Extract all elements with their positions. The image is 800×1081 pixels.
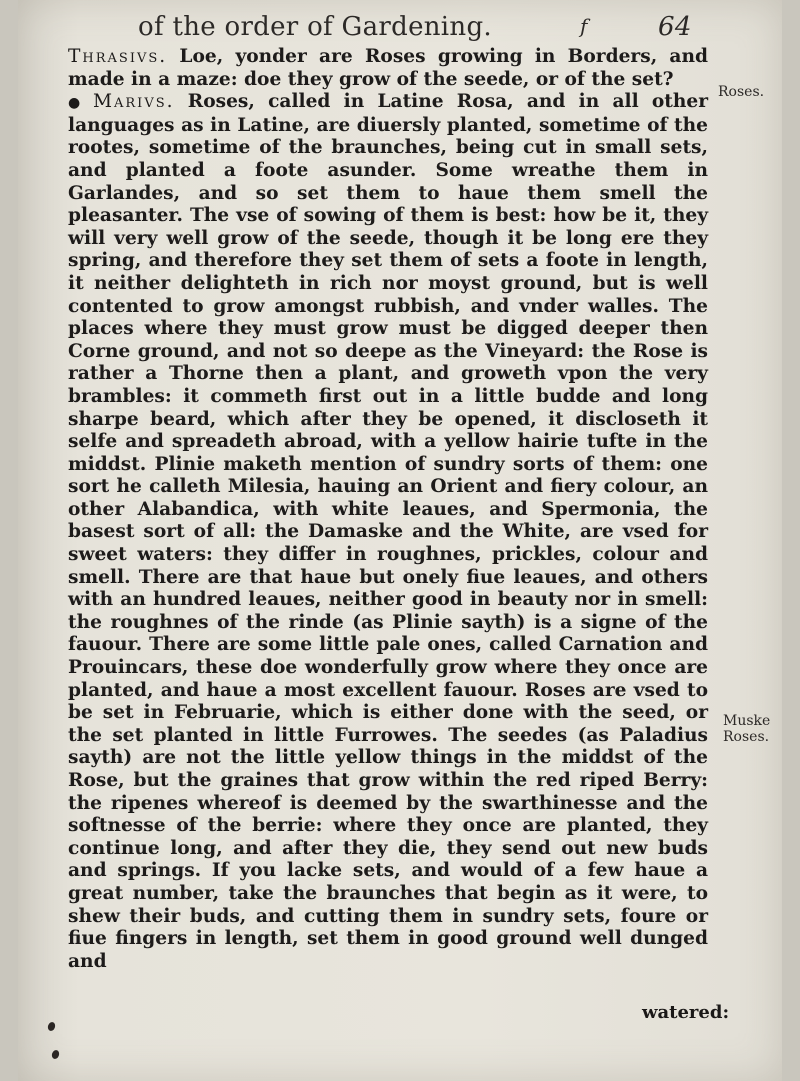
margin-note-muske-roses: Muske Roses. [723,713,771,745]
catchword: watered: [642,1002,730,1023]
main-text [68,46,715,973]
paragraph-text: Roses, called in Latine Rosa, and in all other languages as in Latine, are diuersly planted, sometime of the rootes, sometime of the braunches, being cut in small sets, and planted a foote asunder. Some wreathe them in Garlandes, and so set them to haue them smell the pleasanter. The vse of sowing of them is best: how be it, they will very well grow of the seede, though it be long ere they spring, and therefore they set them of sets a foote in length, it neither delighteth in rich nor moyst ground, but is well contented to grow amongst rubbish, and vnder walles. The places where they must grow must be digged deeper then Corne ground, and not so deepe as the Vineyard: the Rose is rather a Thorne then a plant, and groweth vpon the very brambles: it commeth first out in a little budde and long sharpe beard, which after they be opened, it discloseth it selfe and spreadeth abroad, with a yellow hairie tufte in the middst. Plinie maketh mention of sundry sorts of them: one sort he calleth Milesia, hauing an Orient and fiery colour, an other Alabandica, with white leaues, and Spermonia, the basest sort of all: the Damaske and the White, are vsed for sweet waters: they differ in roughnes, prickles, colour and smell. There are that haue but onely fiue leaues, and others with an hundred leaues, neither good in beauty nor in smell: the roughnes of the rinde (as Plinie sayth) is a signe of the fauour. There are some little pale ones, called Carnation and Prouincars, these doe wonderfully grow where they once are planted, and haue a most excellent fauour. Roses are vsed to be set in Februarie, which is either done with the seed, or the set planted in little Furrowes. The seedes (as Paladius sayth) are not the little yellow things in the middst of the Rose, but the graines that grow within the red riped Berry: the ripenes whereof is deemed by the swarthinesse and the softnesse of the berrie: where they once are planted, they continue long, and after they die, they send out new buds and springs. If you lacke sets, and would of a few haue a great number, take the braunches that begin as it were, to shew their buds, and cutting them in sundry sets, foure or fiue fingers in length, set them in good ground well dunged and [68,91,715,972]
speaker-name: Marivs. [92,91,175,113]
book-page [18,0,782,1081]
page-number: 64 [658,12,692,42]
paragraph-thrasius [68,46,715,91]
ink-blot [47,1021,57,1032]
margin-note-roses: Roses. [718,84,765,100]
running-head [138,10,738,46]
running-head-mark: f [580,14,588,38]
paragraph-marius [68,91,715,973]
paragraph-text: Loe, yonder are Roses growing in Borders, and made in a maze: doe they grow of the seede, or of the set? [68,46,715,90]
ink-blot [51,1049,61,1060]
running-title: of the order of Gardening. [138,12,492,42]
speaker-name: Thrasivs. [68,46,168,67]
paragraph-mark-icon: ● [68,95,87,112]
